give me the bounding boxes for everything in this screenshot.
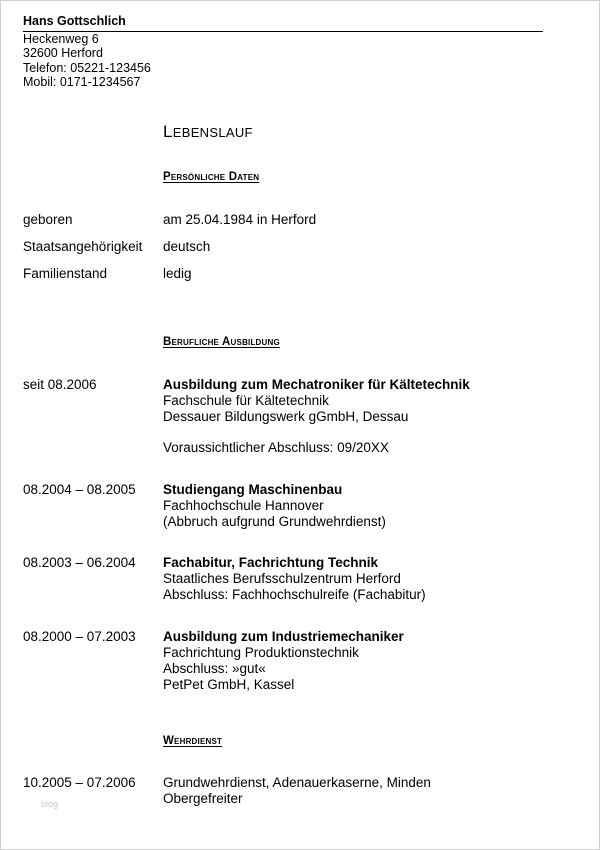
section-heading-military: Wehrdienst [163,735,223,747]
military-period: 10.2005 – 07.2006 [23,775,136,790]
education-line: Fachschule für Kältetechnik [163,393,329,408]
address-street: Heckenweg 6 [23,32,99,46]
education-line: Abschluss: »gut« [163,661,266,676]
education-line: PetPet GmbH, Kassel [163,677,295,692]
section-heading-education: Berufliche Ausbildung [163,336,280,348]
education-period: 08.2004 – 08.2005 [23,482,136,497]
phone-number: Telefon: 05221-123456 [23,61,151,75]
section-heading-personal: Persönliche Daten [163,171,260,183]
education-line: (Abbruch aufgrund Grundwehrdienst) [163,514,386,529]
personal-value-birth: am 25.04.1984 in Herford [163,212,317,227]
education-entry [163,629,404,693]
education-line: Dessauer Bildungswerk gGmbH, Dessau [163,409,409,424]
applicant-name: Hans Gottschlich [23,14,126,28]
education-line: Fachrichtung Produktionstechnik [163,645,359,660]
address-city: 32600 Herford [23,46,103,60]
military-entry [163,775,431,807]
education-title: Ausbildung zum Mechatroniker für Kältetechnik [163,377,470,392]
education-entry [163,377,470,456]
education-title: Studiengang Maschinenbau [163,482,343,497]
education-title: Fachabitur, Fachrichtung Technik [163,555,379,570]
personal-label-birth: geboren [23,212,73,227]
page-title [163,122,253,142]
education-line: Staatliches Berufsschulzentrum Herford [163,571,401,586]
title-first-letter: L [163,122,173,141]
personal-label-marital: Familienstand [23,266,108,281]
education-period: 08.2000 – 07.2003 [23,629,136,644]
education-line: Abschluss: Fachhochschulreife (Fachabitur) [163,587,426,602]
education-extra: Voraussichtlicher Abschluss: 09/20XX [163,440,389,455]
military-line: Obergefreiter [163,791,243,806]
personal-value-marital: ledig [163,266,192,281]
education-period: 08.2003 – 06.2004 [23,555,136,570]
education-line: Fachhochschule Hannover [163,498,324,513]
education-title: Ausbildung zum Industriemechaniker [163,629,404,644]
education-entry [163,482,386,530]
header-divider [23,31,543,32]
mobile-number: Mobil: 0171-1234567 [23,75,141,89]
watermark: blog [41,799,59,809]
personal-label-nationality: Staatsangehörigkeit [23,239,143,254]
personal-value-nationality: deutsch [163,239,211,254]
education-entry [163,555,426,603]
education-period: seit 08.2006 [23,377,97,392]
military-line: Grundwehrdienst, Adenauerkaserne, Minden [163,775,431,790]
title-rest: EBENSLAUF [172,125,253,140]
